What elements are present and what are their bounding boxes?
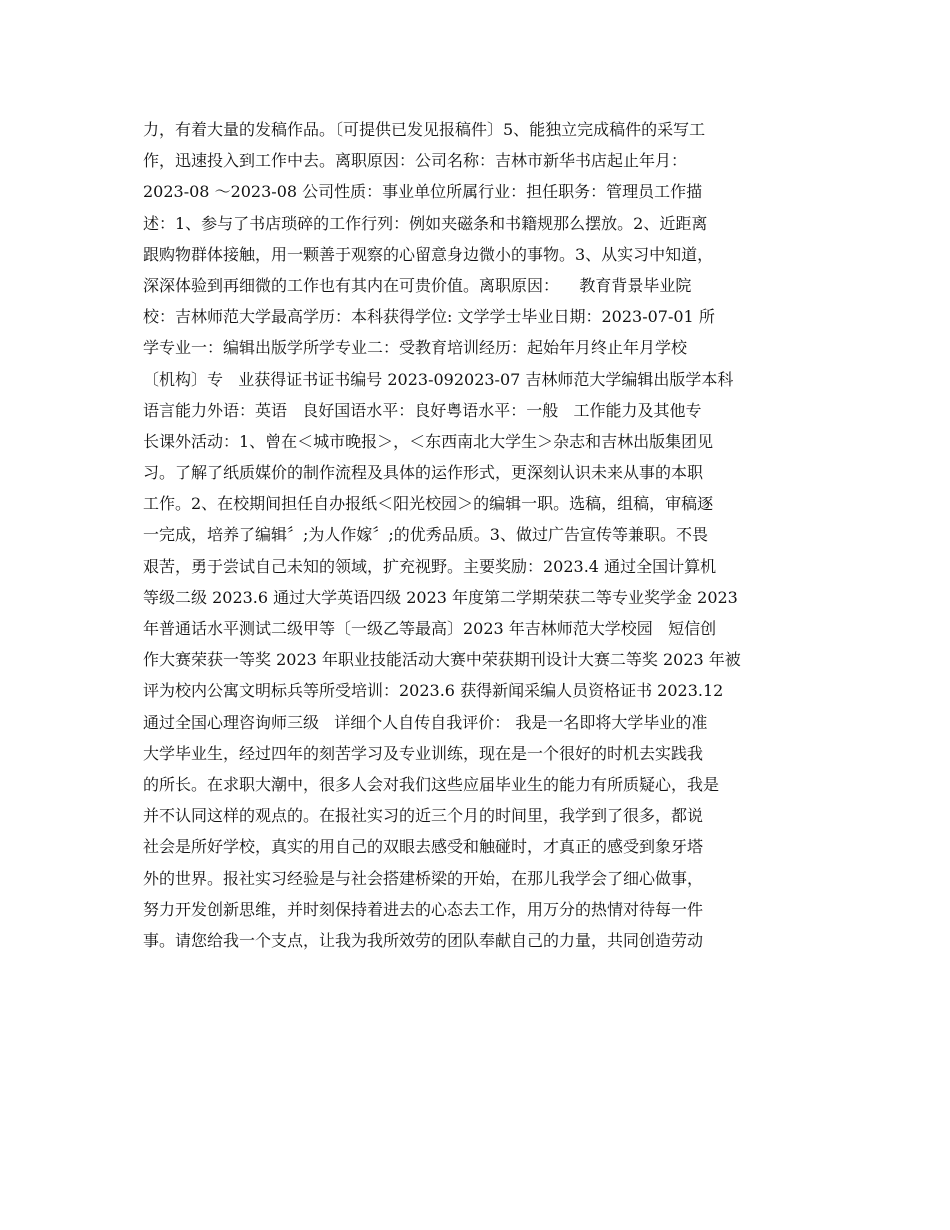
- text-line-25: 外的世界。报社实习经验是与社会搭建桥梁的开始，在那儿我学会了细心做事，: [143, 868, 704, 888]
- text-line-12: 习。了解了纸质媒价的制作流程及具体的运作形式，更深刻认识未来从事的本职: [143, 463, 704, 483]
- text-line-23: 并不认同这样的观点的。在报社实习的近三个月的时间里，我学到了很多，都说: [143, 806, 704, 826]
- text-line-20: 通过全国心理咨询师三级 详细个人自传自我评价： 我是一名即将大学毕业的准: [143, 712, 708, 732]
- text-line-1: 力，有着大量的发稿作品。〔可提供已发见报稿件〕5、能独立完成稿件的采写工: [143, 120, 706, 139]
- text-line-21: 大学毕业生，经过四年的刻苦学习及专业训练，现在是一个很好的时机去实践我: [143, 743, 704, 763]
- body-text: [143, 114, 813, 956]
- text-line-27: 事。请您给我一个支点，让我为我所效劳的团队奉献自己的力量，共同创造劳动: [143, 930, 704, 950]
- text-line-10: 语言能力外语：英语 良好国语水平：良好粤语水平：一般 工作能力及其他专: [143, 400, 702, 420]
- text-line-11: 长课外活动：1、曾在＜城市晚报＞，＜东西南北大学生＞杂志和吉林出版集团见: [143, 431, 714, 451]
- text-line-14: 一完成，培养了编辑〞;为人作嫁〞;的优秀品质。3、做过广告宣传等兼职。不畏: [143, 525, 708, 545]
- text-line-5: 跟购物群体接触，用一颗善于观察的心留意身边微小的事物。3、从实习中知道，: [143, 244, 714, 264]
- text-line-8: 学专业一：编辑出版学所学专业二：受教育培训经历：起始年月终止年月学校: [143, 338, 688, 358]
- text-line-6: 深深体验到再细微的工作也有其内在可贵价值。离职原因： 教育背景毕业院: [143, 275, 692, 295]
- text-line-9: 〔机构〕专 业获得证书证书编号 2023-092023-07 吉林师范大学编辑出版学本科: [143, 369, 734, 389]
- text-line-16: 等级二级 2023.6 通过大学英语四级 2023 年度第二学期荣获二等专业奖学金 2023: [143, 587, 738, 607]
- text-line-15: 艰苦，勇于尝试自己未知的领域，扩充视野。主要奖励：2023.4 通过全国计算机: [143, 556, 717, 576]
- text-line-24: 社会是所好学校，真实的用自己的双眼去感受和触碰时，才真正的感受到象牙塔: [143, 837, 704, 857]
- text-line-26: 努力开发创新思维，并时刻保持着进去的心态去工作，用万分的热情对待每一件: [143, 899, 704, 919]
- text-line-17: 年普通话水平测试二级甲等〔一级乙等最高〕2023 年吉林师范大学校园 短信创: [143, 619, 717, 638]
- text-line-2: 作，迅速投入到工作中去。离职原因：公司名称：吉林市新华书店起止年月：: [143, 151, 688, 171]
- text-line-18: 作大赛荣获一等奖 2023 年职业技能活动大赛中荣获期刊设计大赛二等奖 2023 年被: [143, 650, 741, 670]
- text-line-22: 的所长。在求职大潮中，很多人会对我们这些应届毕业生的能力有所质疑心，我是: [143, 774, 720, 794]
- text-line-4: 述：1、参与了书店琐碎的工作行列：例如夹磁条和书籍规那么摆放。2、近距离: [143, 213, 708, 233]
- text-line-13: 工作。2、在校期间担任自办报纸＜阳光校园＞的编辑一职。选稿，组稿，审稿逐: [143, 494, 714, 514]
- text-line-7: 校：吉林师范大学最高学历：本科获得学位: 文学学士毕业日期：2023-07-01 所: [143, 307, 715, 327]
- text-line-3: 2023-08 ～2023-08 公司性质：事业单位所属行业：担任职务：管理员工作描: [143, 182, 703, 202]
- text-line-19: 评为校内公寓文明标兵等所受培训：2023.6 获得新闻采编人员资格证书 2023.12: [143, 681, 724, 701]
